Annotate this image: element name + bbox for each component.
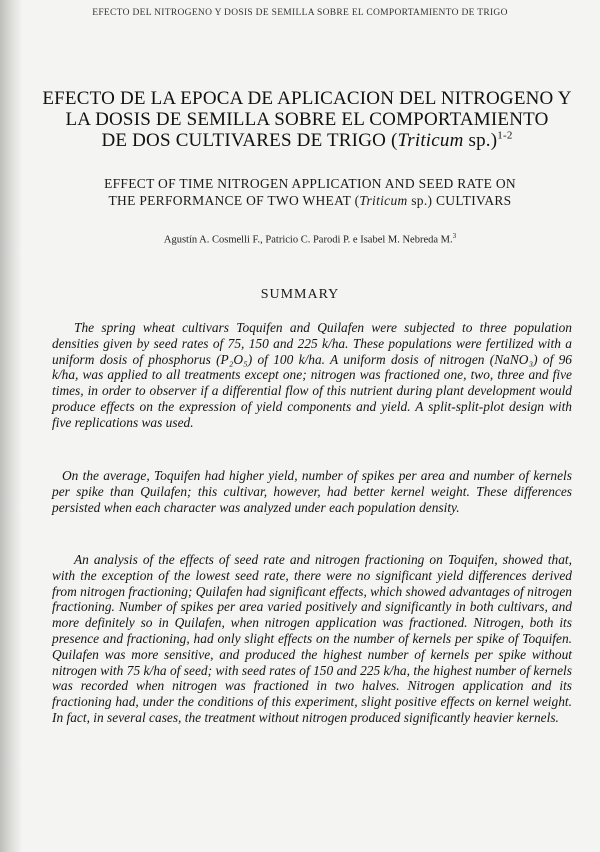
spanish-title-line-2: LA DOSIS DE SEMILLA SOBRE EL COMPORTAMIENTO bbox=[65, 109, 549, 130]
english-title-line-2-prefix: THE PERFORMANCE OF TWO WHEAT ( bbox=[108, 193, 360, 208]
spanish-title-line-1: EFECTO DE LA EPOCA DE APLICACION DEL NITROGENO Y bbox=[42, 88, 572, 109]
spanish-title-line-3-prefix: DE DOS CULTIVARES DE TRIGO ( bbox=[101, 130, 398, 151]
spanish-title bbox=[18, 88, 596, 151]
authors-footnote-mark: 3 bbox=[452, 232, 457, 240]
summary-paragraph-3: An analysis of the effects of seed rate and nitrogen fractioning on Toquifen, showed that, with the exception of the lowest seed rate, there were no significant yield differences derived from nitrogen fractioning; Quilafen had significant effects, which showed advantages of nitrogen fractioning. Number of spikes per area varied positively and significantly in both cultivars, and more definitely so in Quilafen, when nitrogen application was fractioned. Nitrogen, both its presence and fractioning, had only slight effects on the number of kernels per spike of Toquifen. Quilafen was more sensitive, and produced the highest number of kernels per spike without nitrogen with 75 k/ha of seed; with seed rates of 150 and 225 k/ha, the highest number of kernels was recorded when nitrogen was fractioned in two halves. Nitrogen application and its fractioning had, under the conditions of this experiment, slight positive effects on kernel weight. In fact, in several cases, the treatment without nitrogen produced significantly heavier kernels. bbox=[52, 552, 572, 725]
english-title-latin-name: Triticum bbox=[359, 193, 408, 208]
spanish-title-latin-name: Triticum bbox=[397, 130, 464, 151]
english-title-line-1: EFFECT OF TIME NITROGEN APPLICATION AND SEED RATE ON bbox=[104, 176, 516, 191]
english-title-line-2-suffix: sp.) CULTIVARS bbox=[407, 193, 512, 208]
spanish-title-line-3-suffix: sp.) bbox=[463, 130, 498, 151]
authors-line bbox=[60, 232, 560, 246]
spanish-title-line-3 bbox=[18, 130, 596, 151]
spanish-title-footnote-marks: 1-2 bbox=[497, 129, 513, 142]
running-head: EFECTO DEL NITROGENO Y DOSIS DE SEMILLA SOBRE EL COMPORTAMIENTO DE TRIGO bbox=[92, 8, 508, 18]
summary-heading: SUMMARY bbox=[260, 287, 340, 302]
summary-paragraph-2: On the average, Toquifen had higher yield, number of spikes per area and number of kernels per spike than Quilafen; this cultivar, however, had better kernel weight. These differences persisted when each character was analyzed under each population density. bbox=[52, 468, 572, 515]
english-title bbox=[40, 175, 580, 209]
summary-paragraph-1: The spring wheat cultivars Toquifen and Quilafen were subjected to three population densities given by seed rates of 75, 150 and 225 k/ha. These populations were fertilized with a uniform dosis of phosphorus (P₂O₅) of 100 k/ha. A uniform dosis of nitrogen (NaNO₃) of 96 k/ha, was applied to all treatments except one; nitrogen was fractioned one, two, three and five times, in order to observer if a differential flow of this nutrient during plant development would produce effects on the expression of yield components and yield. A split-split-plot design with five replications was used. bbox=[52, 320, 572, 430]
english-title-line-2 bbox=[40, 192, 580, 209]
authors-names: Agustín A. Cosmelli F., Patricio C. Parodi P. e Isabel M. Nebreda M. bbox=[163, 234, 453, 246]
